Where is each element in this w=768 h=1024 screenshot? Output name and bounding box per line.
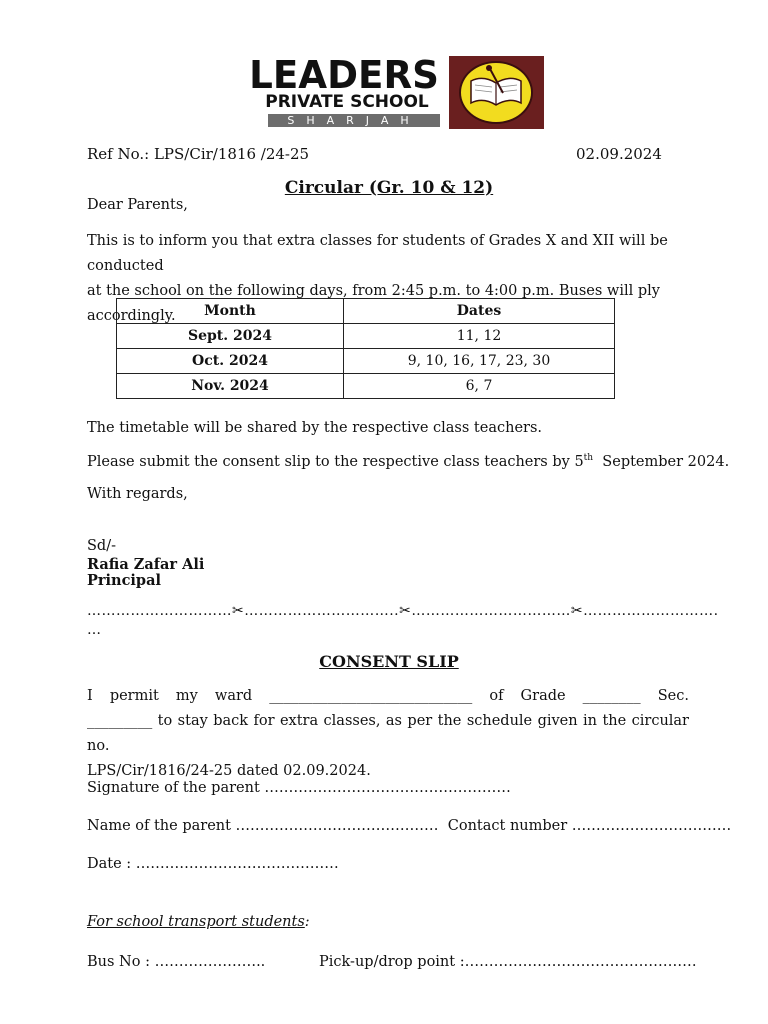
bus-number-field: Bus No : ………………….. — [87, 954, 266, 970]
circular-title: Circular (Gr. 10 & 12) — [284, 178, 494, 198]
consent-slip-title: CONSENT SLIP — [319, 652, 459, 671]
logo-badge — [449, 56, 544, 129]
consent-note-text: Please submit the consent slip to the respective class teachers by 5 — [87, 453, 584, 470]
signed-mark: Sd/- — [87, 538, 116, 554]
date-field: Date : …………………………………… — [87, 856, 339, 872]
table-header-row — [117, 299, 615, 324]
consent-deadline-note — [87, 453, 729, 470]
permission-line-2: _________ to stay back for extra classes, as per the schedule given in the circular no. — [87, 713, 689, 754]
timetable-note: The timetable will be shared by the respective class teachers. — [87, 420, 543, 436]
schedule-table — [116, 298, 615, 399]
permission-statement — [87, 684, 689, 784]
table-row — [117, 349, 615, 374]
table-row — [117, 324, 615, 349]
transport-heading-text: For school transport students — [87, 914, 305, 930]
row-month: Sept. 2024 — [117, 324, 344, 349]
reference-number: Ref No.: LPS/Cir/1816 /24-25 — [87, 145, 310, 163]
logo-wordmark — [248, 53, 444, 129]
transport-heading — [87, 914, 310, 930]
table-row — [117, 374, 615, 399]
cut-line: …………………………✂…………………………..✂……………………………✂………………………. — [87, 603, 719, 619]
row-month: Nov. 2024 — [117, 374, 344, 399]
book-emblem-icon — [459, 61, 533, 124]
cut-line-continuation: … — [87, 622, 101, 638]
consent-note-month: September 2024. — [593, 453, 730, 470]
header-month: Month — [117, 299, 344, 324]
row-month: Oct. 2024 — [117, 349, 344, 374]
circular-date: 02.09.2024 — [576, 145, 662, 163]
row-dates: 6, 7 — [344, 374, 615, 399]
school-logo — [248, 53, 544, 129]
pickup-drop-field: Pick-up/drop point :………………………………………… — [319, 954, 697, 970]
logo-name-line1: LEADERS — [249, 53, 439, 97]
principal-name: Rafia Zafar Ali — [87, 556, 205, 573]
header-dates: Dates — [344, 299, 615, 324]
parent-signature-field: Signature of the parent …………………………………………… — [87, 780, 511, 796]
permission-line-3: LPS/Cir/1816/24-25 dated 02.09.2024. — [87, 763, 371, 779]
principal-title: Principal — [87, 572, 161, 589]
intro-line-1: This is to inform you that extra classes for students of Grades X and XII will be conducted — [87, 233, 668, 274]
row-dates: 11, 12 — [344, 324, 615, 349]
ordinal-suffix: th — [583, 453, 594, 463]
intro-line-2: at the school on the following days, from 2:45 p.m. to 4:00 p.m. Buses will ply accordingly. — [87, 283, 660, 324]
transport-heading-colon: : — [304, 914, 310, 930]
logo-name-line2: PRIVATE SCHOOL — [265, 92, 429, 112]
logo-location: SHARJAH — [268, 114, 440, 127]
closing-regards: With regards, — [87, 486, 188, 502]
permission-line-1: I permit my ward ____________________________ of Grade ________ Sec. — [87, 688, 689, 704]
parent-name-contact-field: Name of the parent …………………………………… Contact number …………………………… — [87, 818, 732, 834]
salutation: Dear Parents, — [87, 197, 188, 213]
row-dates: 9, 10, 16, 17, 23, 30 — [344, 349, 615, 374]
